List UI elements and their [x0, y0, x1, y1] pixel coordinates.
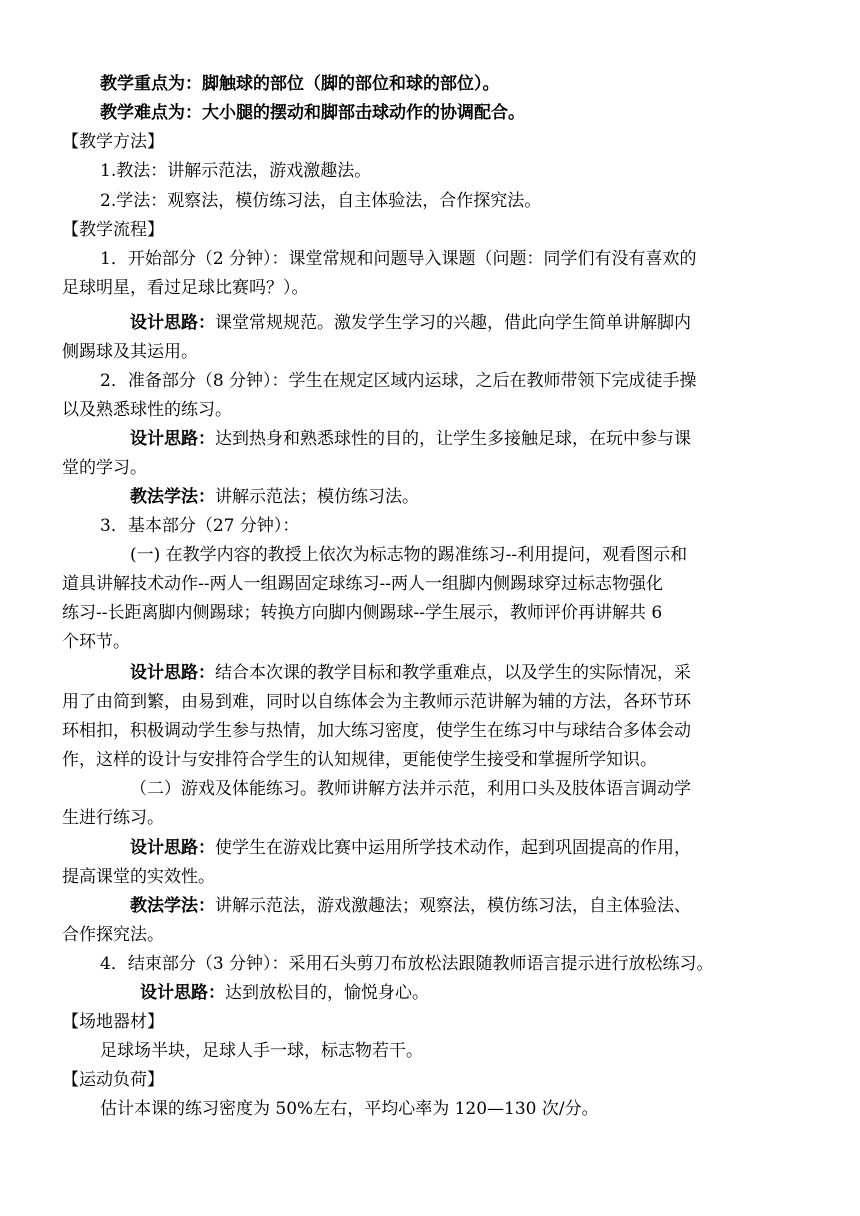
design-2-line1: 设计思路：达到热身和熟悉球性的目的，让学生多接触足球，在玩中参与课	[130, 429, 691, 449]
part2-line2: 以及熟悉球性的练习。	[62, 400, 232, 420]
part4: 4．结束部分（3 分钟）：采用石头剪刀布放松法跟随教师语言提示进行放松练习。	[100, 954, 714, 974]
method-2: 教法学法：讲解示范法；模仿练习法。	[130, 487, 419, 507]
flow-heading: 【教学流程】	[62, 220, 164, 240]
load-text: 估计本课的练习密度为 50%左右，平均心率为 120—130 次/分。	[100, 1099, 599, 1119]
methods-heading: 【教学方法】	[62, 132, 164, 152]
teaching-focus: 教学重点为：脚触球的部位（脚的部位和球的部位）。	[100, 74, 500, 94]
teaching-difficulty: 教学难点为：大小腿的摆动和脚部击球动作的协调配合。	[100, 103, 525, 123]
method-3-line2: 合作探究法。	[62, 925, 164, 945]
venue-text: 足球场半块，足球人手一球，标志物若干。	[100, 1041, 423, 1061]
method-3-line1: 教法学法：讲解示范法，游戏激趣法；观察法，模仿练习法，自主体验法、	[130, 896, 691, 916]
section1-line4: 个环节。	[62, 632, 130, 652]
part3-title: 3．基本部分（27 分钟）：	[100, 516, 300, 536]
venue-heading: 【场地器材】	[62, 1012, 164, 1032]
section1-line2: 道具讲解技术动作--两人一组踢固定球练习--两人一组脚内侧踢球穿过标志物强化	[62, 574, 663, 594]
design-3-line2: 用了由简到繁，由易到难，同时以自练体会为主教师示范讲解为辅的方法，各环节环	[62, 692, 691, 712]
design-3-line4: 作，这样的设计与安排符合学生的认知规律，更能使学生接受和掌握所学知识。	[62, 750, 657, 770]
design-5: 设计思路：达到放松目的，愉悦身心。	[140, 983, 429, 1003]
section2-line2: 生进行练习。	[62, 808, 164, 828]
section1-line1: (一) 在教学内容的教授上依次为标志物的踢准练习--利用提问，观看图示和	[130, 545, 688, 565]
section2-line1: （二）游戏及体能练习。教师讲解方法并示范，利用口头及肢体语言调动学	[130, 779, 691, 799]
design-2-line2: 堂的学习。	[62, 458, 147, 478]
design-4-line1: 设计思路：使学生在游戏比赛中运用所学技术动作，起到巩固提高的作用，	[130, 838, 691, 858]
learn-method: 2.学法：观察法，模仿练习法，自主体验法，合作探究法。	[100, 191, 542, 211]
design-1-line1: 设计思路：课堂常规规范。激发学生学习的兴趣，借此向学生简单讲解脚内	[130, 313, 691, 333]
design-4-line2: 提高课堂的实效性。	[62, 867, 215, 887]
design-1-line2: 侧踢球及其运用。	[62, 342, 198, 362]
part2-line1: 2．准备部分（8 分钟）：学生在规定区域内运球，之后在教师带领下完成徒手操	[100, 371, 697, 391]
section1-line3: 练习--长距离脚内侧踢球；转换方向脚内侧踢球--学生展示，教师评价再讲解共 6	[62, 603, 663, 623]
teach-method: 1.教法：讲解示范法，游戏激趣法。	[100, 161, 372, 181]
design-3-line3: 环相扣，积极调动学生参与热情，加大练习密度，使学生在练习中与球结合多体会动	[62, 721, 691, 741]
design-3-line1: 设计思路：结合本次课的教学目标和教学重难点，以及学生的实际情况，采	[130, 663, 691, 683]
load-heading: 【运动负荷】	[62, 1070, 164, 1090]
part1-line2: 足球明星，看过足球比赛吗？）。	[62, 278, 309, 298]
part1-line1: 1．开始部分（2 分钟）：课堂常规和问题导入课题（问题：同学们有没有喜欢的	[100, 249, 697, 269]
